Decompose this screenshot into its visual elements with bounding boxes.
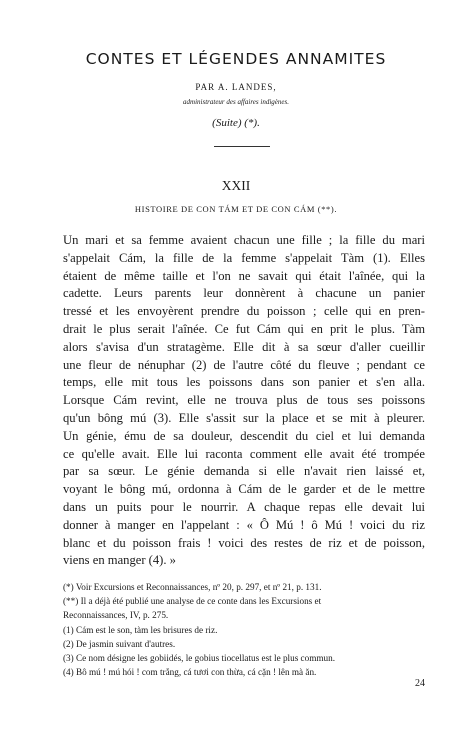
footnote: (1) Cám est le son, tàm les brisures de riz. xyxy=(63,624,218,635)
body-line: Lorsque Cám revint, elle ne trouva plus de tous ses poissons xyxy=(63,393,425,408)
body-line: Un mari et sa femme avaient chacun une fille ; la fille du mari xyxy=(63,233,425,247)
author-line: PAR A. LANDES, xyxy=(195,82,277,92)
page-title: CONTES ET LÉGENDES ANNAMITES xyxy=(85,50,387,68)
body-line: par sa sœur. Le génie demanda si elle n'avait rien laissé et, xyxy=(63,464,425,479)
body-line: tressé et les envoyèrent prendre du poisson ; celle qui en pren- xyxy=(63,304,425,319)
body-line: blanc et du poisson frais ! voici des restes de riz et de poisson, xyxy=(63,535,425,550)
body-line: étaient de même taille et l'on ne savait qui était l'aînée, qui la xyxy=(63,268,425,283)
footnote: (4) Bô mú ! mú hói ! com trắng, cá tươi con thừa, cá cặn ! lên mà ăn. xyxy=(63,667,317,678)
body-line: drait le plus serait l'aînée. Ce fut Cám qui en prit le plus. Tàm xyxy=(63,321,425,336)
footnotes xyxy=(63,580,425,679)
chapter-number: XXII xyxy=(221,178,251,193)
footnote: (**) Il a déjà été publié une analyse de ce conte dans les Excursions et xyxy=(63,596,322,607)
body-line: s'appelait Cám, la fille de la femme s'appelait Tàm (1). Elles xyxy=(63,250,425,265)
footnote: (*) Voir Excursions et Reconnaissances, nº 20, p. 297, et nº 21, p. 131. xyxy=(63,582,322,592)
footnote: (2) De jasmin suivant d'autres. xyxy=(63,638,176,649)
body-line: Un génie, ému de sa douleur, descendit du ciel et lui demanda xyxy=(63,428,425,443)
header-divider xyxy=(214,146,270,147)
author-role: administrateur des affaires indigènes. xyxy=(183,98,289,106)
story-title: HISTOIRE DE CON TÁM ET DE CON CÁM (**). xyxy=(134,204,338,214)
body-line: cadette. Leurs parents leur donnèrent à chacune un panier xyxy=(63,286,425,301)
suite-note: (Suite) (*). xyxy=(212,117,260,129)
body-line: temps, elle mit tous les poissons dans son panier et s'en alla. xyxy=(63,375,425,390)
body-text xyxy=(63,232,425,570)
body-line: une fleur de nénuphar (2) de l'autre côté du fleuve ; pendant ce xyxy=(63,357,425,372)
body-line: alors s'avisa d'un stratagème. Elle dit à sa sœur d'aller cueillir xyxy=(63,339,425,354)
footnote: (3) Ce nom désigne les gobiidés, le gobius tiocellatus est le plus commun. xyxy=(63,653,336,664)
body-line: ce qu'elle avait. Elle lui raconta comment elle avait été trompée xyxy=(63,446,425,461)
body-line: dans un puits pour le nourrir. A chaque repas elle devait lui xyxy=(63,499,425,514)
page-number: 24 xyxy=(415,678,425,689)
body-line: donner à manger en l'appelant : « Ô Mú ! ô Mú ! voici du riz xyxy=(63,517,425,532)
footnote: Reconnaissances, IV, p. 275. xyxy=(63,610,169,621)
body-line: qu'un bông mú (3). Elle s'assit sur la place et se mit à pleurer. xyxy=(63,410,425,425)
body-line: viens en manger (4). » xyxy=(63,553,176,568)
body-line: voyant le bông mú, ordonna à Cám de le garder et de le mettre xyxy=(63,482,425,497)
